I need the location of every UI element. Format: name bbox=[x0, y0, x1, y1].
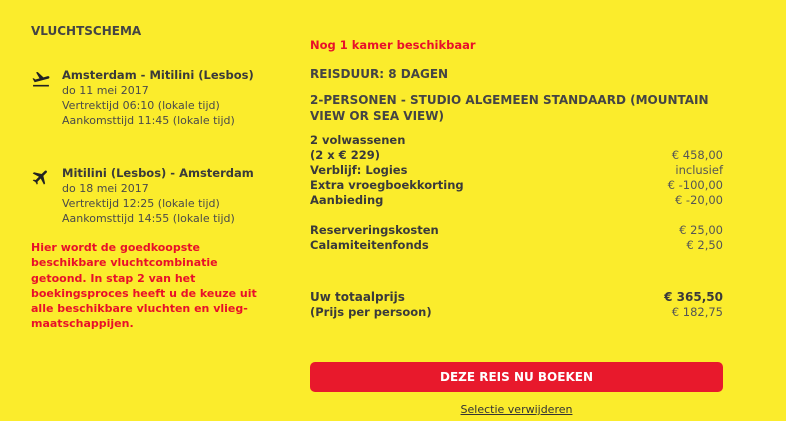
cheapest-flight-notice: Hier wordt de goedkoopste beschikbare vluchtcombinatie getoond. In stap 2 van het boekingsproces heeft u de keuze uit alle beschikbare vluchten en vlieg-maatschappijen. bbox=[31, 241, 257, 331]
flight-schedule-title: VLUCHTSCHEMA bbox=[31, 24, 142, 38]
flight-route: Mitilini (Lesbos) - Amsterdam bbox=[62, 166, 254, 180]
price-row bbox=[310, 148, 723, 163]
price-label: Extra vroegboekkorting bbox=[310, 178, 464, 192]
flight-route: Amsterdam - Mitilini (Lesbos) bbox=[62, 68, 254, 82]
price-row bbox=[310, 223, 723, 238]
price-amount: € -100,00 bbox=[667, 178, 723, 192]
price-label: (2 x € 229) bbox=[310, 148, 380, 162]
price-row bbox=[310, 178, 723, 193]
plane-departure-icon bbox=[31, 69, 51, 89]
departure-time: Vertrektijd 12:25 (lokale tijd) bbox=[62, 197, 220, 210]
per-person-label: (Prijs per persoon) bbox=[310, 305, 432, 319]
arrival-time: Aankomsttijd 14:55 (lokale tijd) bbox=[62, 212, 235, 225]
departure-time: Vertrektijd 06:10 (lokale tijd) bbox=[62, 99, 220, 112]
price-amount: € 2,50 bbox=[686, 238, 723, 252]
total-price-row bbox=[310, 290, 723, 305]
room-type: 2-PERSONEN - STUDIO ALGEMEEN STANDAARD (MOUNTAIN VIEW OR SEA VIEW) bbox=[310, 93, 709, 123]
remove-selection-link[interactable]: Selectie verwijderen bbox=[460, 403, 573, 416]
price-label: 2 volwassenen bbox=[310, 133, 406, 147]
plane-arrival-icon bbox=[31, 167, 51, 187]
price-label: Reserveringskosten bbox=[310, 223, 439, 237]
trip-duration: REISDUUR: 8 DAGEN bbox=[310, 67, 449, 81]
price-amount: inclusief bbox=[675, 163, 723, 177]
total-price-label: Uw totaalprijs bbox=[310, 290, 405, 304]
price-amount: € -20,00 bbox=[674, 193, 723, 207]
arrival-time: Aankomsttijd 11:45 (lokale tijd) bbox=[62, 114, 235, 127]
flight-date: do 11 mei 2017 bbox=[62, 84, 149, 97]
book-trip-button[interactable]: DEZE REIS NU BOEKEN bbox=[310, 362, 723, 392]
price-row bbox=[310, 133, 723, 148]
price-label: Aanbieding bbox=[310, 193, 384, 207]
availability-notice: Nog 1 kamer beschikbaar bbox=[310, 38, 476, 52]
price-label: Calamiteitenfonds bbox=[310, 238, 429, 252]
price-row bbox=[310, 193, 723, 208]
price-amount: € 25,00 bbox=[679, 223, 723, 237]
price-row bbox=[310, 238, 723, 253]
price-row bbox=[310, 163, 723, 178]
per-person-price-row bbox=[310, 305, 723, 320]
flight-date: do 18 mei 2017 bbox=[62, 182, 149, 195]
price-amount: € 458,00 bbox=[671, 148, 723, 162]
total-price-amount: € 365,50 bbox=[664, 290, 723, 304]
per-person-amount: € 182,75 bbox=[671, 305, 723, 319]
price-label: Verblijf: Logies bbox=[310, 163, 408, 177]
